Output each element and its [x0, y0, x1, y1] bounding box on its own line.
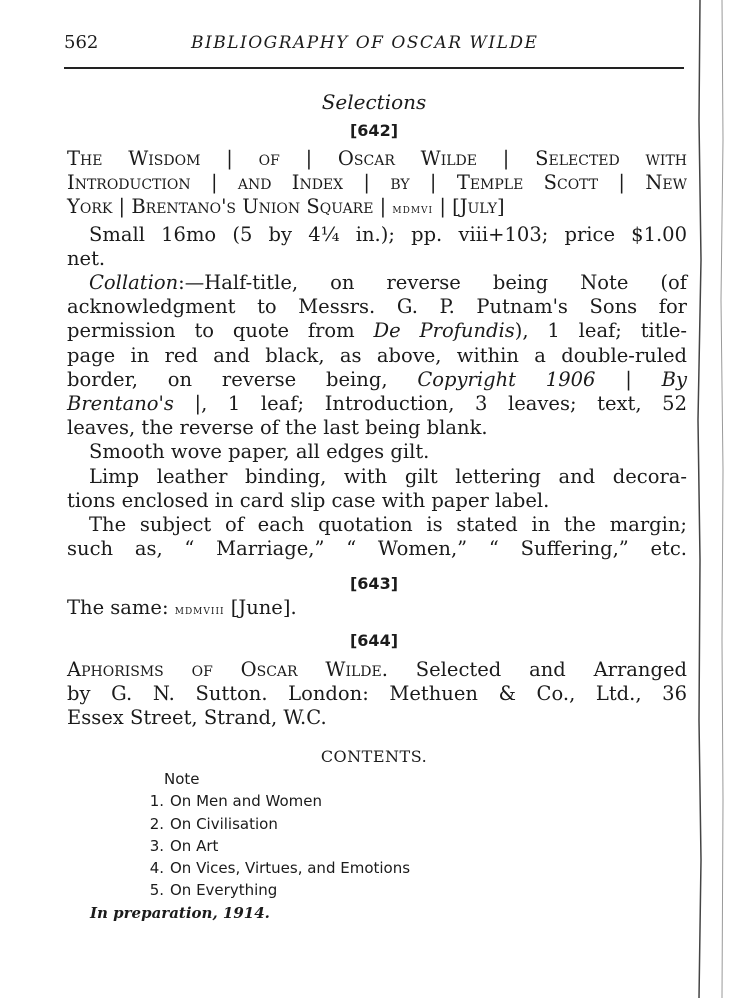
collation-line: Collation:—Half-title, on reverse being Note (of: [89, 271, 687, 295]
contents-item: 5. On Everything: [149, 881, 278, 900]
subject-line: The subject of each quotation is stated in the margin;: [89, 513, 687, 537]
collation-line: acknowledgment to Messrs. G. P. Putnam's Sons for: [67, 295, 687, 319]
size-line: Small 16mo (5 by 4¼ in.); pp. viii+103; price $1.00: [89, 222, 687, 246]
contents-item: 3. On Art: [149, 836, 219, 855]
entry-643-line: The same: mdmviii [June].: [67, 596, 297, 619]
page-number: 562: [64, 32, 99, 53]
preparation-note: In preparation, 1914.: [90, 904, 270, 922]
header-rule: [64, 67, 684, 69]
contents-item: 4. On Vices, Virtues, and Emotions: [149, 859, 411, 878]
entry-642: [67, 147, 687, 561]
page-edge-binding: [692, 0, 732, 998]
collation-line: Brentano's |, 1 leaf; Introduction, 3 leaves; text, 52: [67, 392, 687, 416]
entry-644-title: Aphorisms of Oscar Wilde.: [67, 658, 388, 681]
date-roman: mdmvi: [392, 202, 434, 218]
de-profundis: De Profundis: [373, 319, 515, 343]
collation-label: Collation: [89, 271, 179, 295]
collation-line: permission to quote from De Profundis), 1 leaf; title-: [67, 319, 687, 343]
collation-line: leaves, the reverse of the last being blank.: [67, 416, 488, 440]
contents-note: Note: [164, 770, 200, 788]
subject-line: such as, “ Marriage,” “ Women,” “ Suffering,” etc.: [67, 537, 687, 561]
contents-item: 1. On Men and Women: [149, 792, 322, 811]
title-line: The Wisdom | of | Oscar Wilde | Selected with: [67, 147, 687, 170]
entry-644-line: Essex Street, Strand, W.C.: [67, 706, 327, 730]
binding-line: tions enclosed in card slip case with paper label.: [67, 488, 550, 512]
collation-line: border, on reverse being, Copyright 1906 | By: [67, 367, 688, 391]
title-line: York | Brentano's Union Square | mdmvi | [July]: [67, 195, 505, 219]
entry-number-644: [644]: [349, 631, 399, 650]
title-line: Introduction | and Index | by | Temple Scott | New: [67, 171, 687, 195]
entry-644-line: Aphorisms of Oscar Wilde. Selected and Arranged: [67, 658, 687, 681]
running-title: BIBLIOGRAPHY OF OSCAR WILDE: [191, 33, 539, 53]
binding-line: Limp leather binding, with gilt lettering and decora-: [89, 464, 687, 488]
section-heading: Selections: [321, 90, 427, 114]
entry-number-642: [642]: [349, 121, 399, 140]
paper-line: Smooth wove paper, all edges gilt.: [89, 440, 430, 464]
entry-643: [67, 596, 687, 623]
size-line: net.: [67, 246, 106, 270]
date-roman: mdmviii: [174, 603, 225, 618]
contents-title: CONTENTS.: [320, 747, 428, 766]
entry-number-643: [643]: [349, 574, 399, 593]
collation-line: page in red and black, as above, within a double-ruled: [67, 343, 687, 367]
contents-item: 2. On Civilisation: [149, 814, 278, 833]
entry-644-line: by G. N. Sutton. London: Methuen & Co., Ltd., 36: [67, 682, 687, 706]
contents-list: [120, 768, 410, 902]
entry-644: [67, 658, 687, 731]
